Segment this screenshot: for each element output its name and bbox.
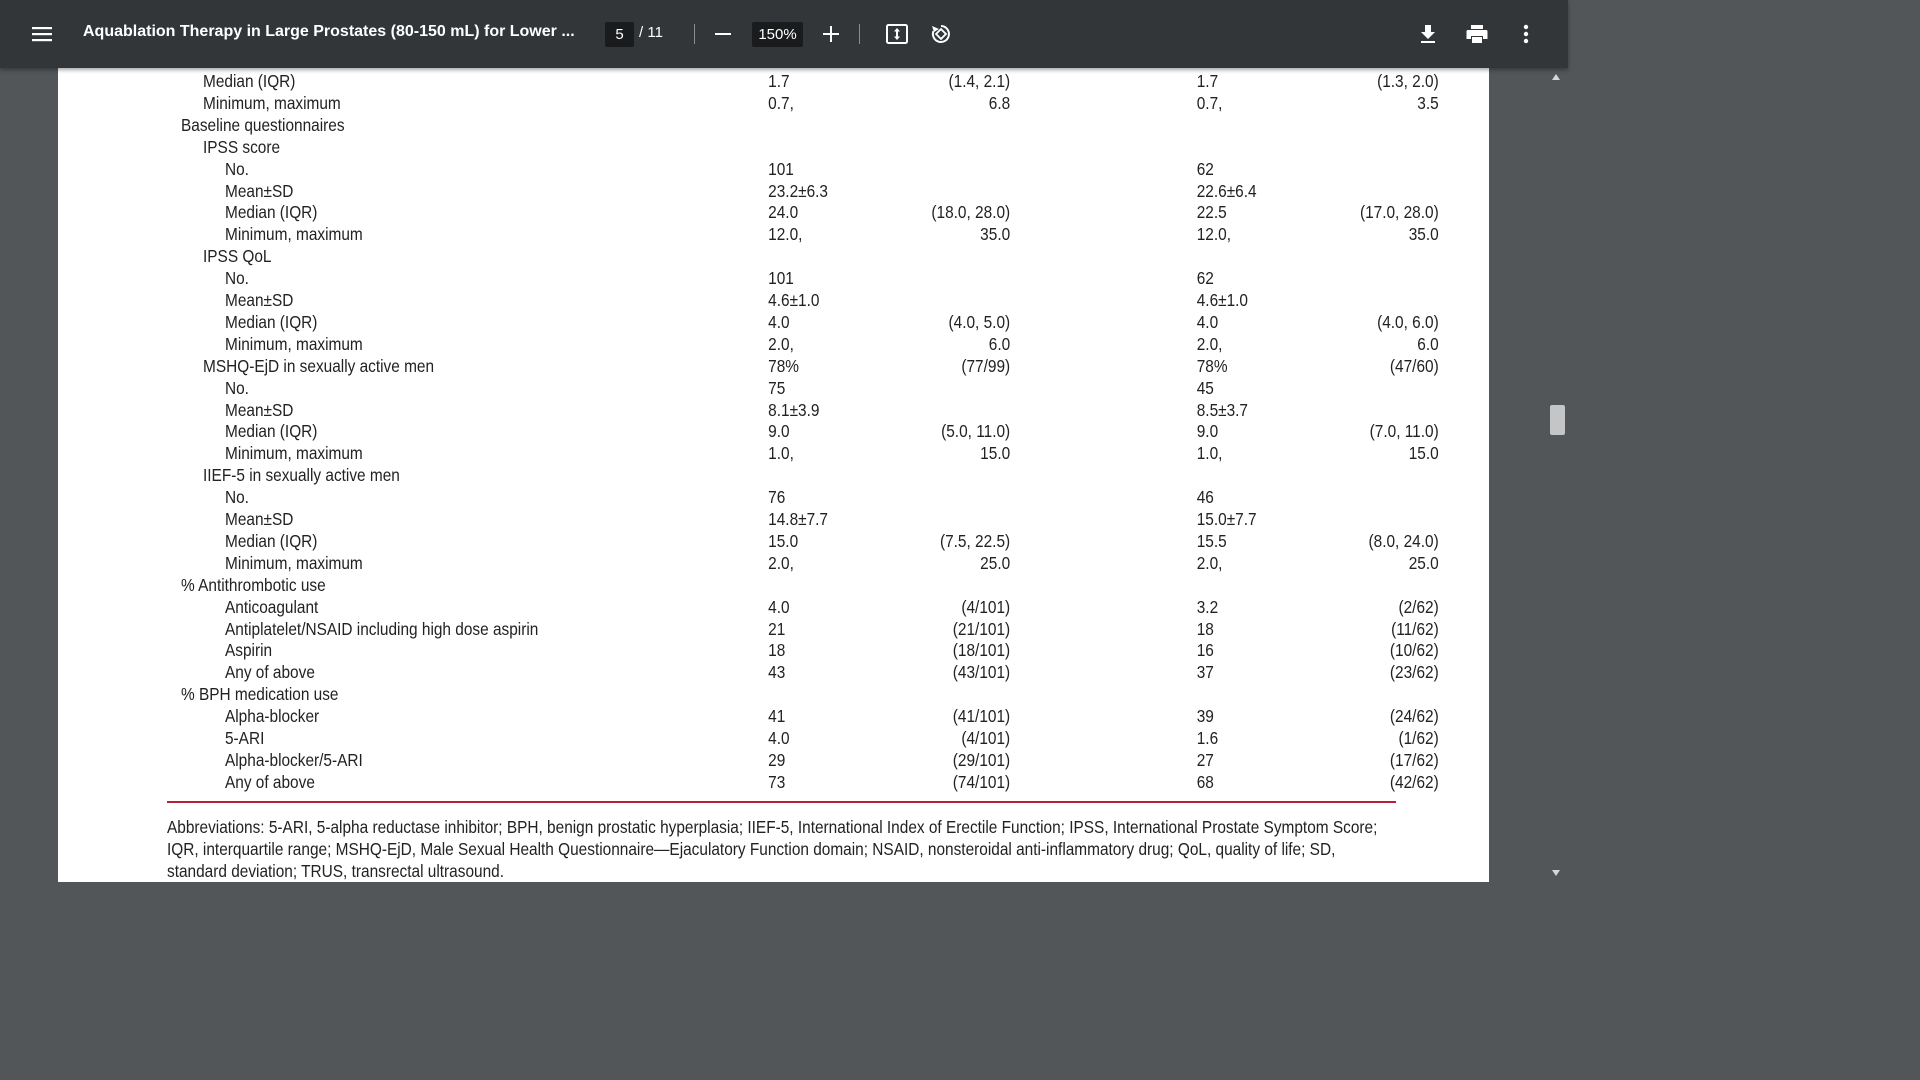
menu-icon [31, 25, 53, 43]
cell-aquablation-value: 4.0 [768, 728, 790, 748]
row-label: 5-ARI [224, 728, 265, 748]
row-label: No. [224, 487, 249, 508]
row-label: Minimum, maximum [224, 552, 363, 573]
cell-aquablation-value: 2.0, [768, 333, 794, 354]
more-vert-icon [1523, 24, 1529, 44]
row-label: Median (IQR) [224, 530, 318, 551]
cell-aquablation-value: 73 [768, 771, 786, 792]
rotate-button[interactable] [921, 0, 961, 68]
table-row [58, 399, 1489, 421]
cell-aquablation-range: (5.0, 11.0) [941, 421, 1011, 442]
cell-aquablation-range: (18.0, 28.0) [931, 202, 1011, 223]
cell-comparison-value: 78% [1196, 355, 1228, 376]
cell-comparison-value: 62 [1196, 268, 1214, 289]
cell-aquablation-value: 101 [768, 268, 794, 289]
cell-comparison-value: 18 [1196, 618, 1214, 639]
row-label: Antiplatelet/NSAID including high dose aspirin [224, 618, 539, 639]
cell-aquablation-range: (1.4, 2.1) [948, 71, 1011, 91]
cell-comparison-value: 0.7, [1196, 92, 1223, 113]
table-row [58, 530, 1489, 552]
table-row [58, 92, 1489, 114]
row-label: MSHQ-EjD in sexually active men [202, 355, 435, 376]
row-label: Minimum, maximum [224, 443, 363, 464]
page-number-input[interactable] [605, 22, 634, 47]
pdf-toolbar [0, 0, 1568, 68]
cell-aquablation-range: 35.0 [980, 224, 1011, 245]
row-label: Minimum, maximum [224, 333, 363, 354]
cell-aquablation-range: (18/101) [952, 640, 1011, 661]
table-row [58, 289, 1489, 311]
row-label: Mean±SD [224, 509, 294, 529]
table-bottom-rule [167, 801, 1396, 803]
cell-comparison-range: 15.0 [1408, 443, 1439, 464]
cell-aquablation-value: 24.0 [768, 202, 799, 223]
table-row [58, 552, 1489, 574]
row-label: Median (IQR) [224, 421, 318, 442]
cell-comparison-range: (4.0, 6.0) [1377, 311, 1439, 332]
zoom-level-input[interactable] [752, 22, 803, 47]
table-row [58, 749, 1489, 771]
cell-aquablation-value: 1.7 [768, 71, 790, 91]
table-row [58, 618, 1489, 640]
cell-comparison-value: 68 [1196, 771, 1214, 792]
row-label: Alpha-blocker [224, 706, 320, 727]
cell-aquablation-value: 4.6±1.0 [768, 290, 820, 310]
row-label: IIEF-5 in sexually active men [202, 465, 400, 486]
scroll-down-arrow-icon[interactable] [1552, 870, 1560, 876]
fit-to-page-button[interactable] [877, 0, 917, 68]
cell-aquablation-value: 12.0, [768, 224, 803, 245]
cell-comparison-range: (11/62) [1391, 618, 1439, 639]
cell-comparison-range: 6.0 [1417, 333, 1439, 354]
row-label: % BPH medication use [180, 684, 339, 705]
cell-aquablation-range: (21/101) [952, 618, 1011, 639]
cell-aquablation-value: 2.0, [768, 552, 794, 573]
table-row [58, 727, 1489, 749]
table-row [58, 70, 1489, 92]
cell-aquablation-value: 1.0, [768, 443, 794, 464]
cell-aquablation-range: 6.0 [988, 333, 1011, 354]
cell-comparison-range: (24/62) [1389, 706, 1439, 727]
page-total: / 11 [639, 24, 663, 41]
cell-aquablation-range: (4/101) [961, 596, 1011, 617]
row-label: Mean±SD [224, 180, 294, 201]
download-icon [1419, 24, 1437, 44]
table-row [58, 267, 1489, 289]
cell-aquablation-value: 4.0 [768, 596, 790, 617]
cell-comparison-value: 9.0 [1196, 421, 1219, 442]
print-icon [1466, 24, 1488, 44]
row-label: Aspirin [224, 640, 273, 661]
row-label: Mean±SD [224, 290, 294, 310]
minus-icon [714, 25, 732, 43]
cell-comparison-value: 4.0 [1196, 311, 1219, 332]
table-row [58, 114, 1489, 136]
cell-comparison-value: 12.0, [1196, 224, 1231, 245]
cell-comparison-value: 2.0, [1196, 552, 1223, 573]
cell-aquablation-value: 78% [768, 355, 799, 376]
cell-aquablation-range: (41/101) [952, 706, 1011, 727]
row-label: Median (IQR) [202, 71, 296, 91]
abbreviations-footnote: Abbreviations: 5-ARI, 5-alpha reductase inhibitor; BPH, benign prostatic hyperplasia; IIEF-5, International Index of Erectile Function; IPSS, International Prostate Symptom Score; IQR, interquartile range; MSHQ-EjD, Male Sexual Health Questionnaire—Ejaculatory Function domain; NSAID, nonsteroidal anti-inflammatory drug; QoL, quality of life; SD, standard deviation; TRUS, transrectal ultrasound. [167, 817, 1378, 881]
cell-aquablation-value: 18 [768, 640, 786, 661]
row-label: IPSS QoL [202, 246, 272, 267]
cell-aquablation-value: 9.0 [768, 421, 790, 442]
table-row [58, 377, 1489, 399]
cell-comparison-value: 1.7 [1196, 71, 1219, 91]
table-row [58, 683, 1489, 705]
table-row [58, 661, 1489, 683]
cell-comparison-value: 45 [1196, 377, 1214, 398]
cell-comparison-range: (17/62) [1389, 749, 1439, 770]
cell-comparison-range: (1/62) [1398, 728, 1439, 748]
cell-comparison-range: (47/60) [1389, 355, 1439, 376]
row-label: Median (IQR) [224, 202, 318, 223]
table-row [58, 508, 1489, 530]
row-label: Anticoagulant [224, 596, 319, 617]
table-row [58, 180, 1489, 202]
cell-aquablation-value: 4.0 [768, 311, 790, 332]
row-label: No. [224, 377, 249, 398]
row-label: Mean±SD [224, 399, 294, 420]
table-row [58, 158, 1489, 180]
row-label: Alpha-blocker/5-ARI [224, 749, 363, 770]
row-label: Median (IQR) [224, 311, 318, 332]
table-row [58, 136, 1489, 158]
row-label: Any of above [224, 771, 315, 792]
cell-aquablation-value: 41 [768, 706, 786, 727]
table-row [58, 333, 1489, 355]
cell-aquablation-value: 75 [768, 377, 786, 398]
cell-aquablation-range: (43/101) [952, 662, 1011, 683]
cell-comparison-value: 1.0, [1196, 443, 1223, 464]
cell-comparison-range: 35.0 [1408, 224, 1439, 245]
cell-aquablation-range: (77/99) [961, 355, 1011, 376]
table-row [58, 574, 1489, 596]
cell-comparison-range: (42/62) [1389, 771, 1439, 792]
cell-comparison-value: 22.6±6.4 [1196, 180, 1257, 201]
cell-aquablation-range: 6.8 [988, 92, 1011, 113]
print-button[interactable] [1457, 0, 1497, 68]
table-row [58, 311, 1489, 333]
table-row [58, 245, 1489, 267]
table-row [58, 771, 1489, 793]
cell-aquablation-range: (4/101) [961, 728, 1011, 748]
cell-comparison-value: 46 [1196, 487, 1214, 508]
row-label: Baseline questionnaires [180, 114, 345, 135]
cell-aquablation-value: 14.8±7.7 [768, 509, 828, 529]
fit-page-icon [885, 23, 909, 45]
row-label: No. [224, 158, 249, 179]
zoom-in-button[interactable] [812, 0, 850, 68]
vertical-scrollbar[interactable] [1547, 68, 1568, 882]
table-row [58, 201, 1489, 223]
cell-comparison-value: 3.2 [1196, 596, 1219, 617]
download-button[interactable] [1408, 0, 1448, 68]
row-label: % Antithrombotic use [180, 574, 326, 595]
cell-aquablation-value: 29 [768, 749, 786, 770]
cell-comparison-value: 8.5±3.7 [1196, 399, 1248, 420]
scroll-thumb[interactable] [1550, 405, 1565, 435]
cell-aquablation-value: 76 [768, 487, 786, 508]
cell-comparison-range: 3.5 [1417, 92, 1439, 113]
cell-comparison-value: 4.6±1.0 [1196, 290, 1248, 310]
row-label: Minimum, maximum [224, 224, 363, 245]
cell-comparison-value: 37 [1196, 662, 1214, 683]
cell-aquablation-range: (74/101) [952, 771, 1011, 792]
zoom-out-button[interactable] [704, 0, 742, 68]
cell-comparison-value: 22.5 [1196, 202, 1227, 223]
cell-comparison-range: (1.3, 2.0) [1377, 71, 1439, 91]
table-row [58, 223, 1489, 245]
table-row [58, 596, 1489, 618]
cell-aquablation-value: 15.0 [768, 530, 799, 551]
plus-icon [822, 25, 840, 43]
cell-comparison-range: (23/62) [1389, 662, 1439, 683]
table-row [58, 486, 1489, 508]
document-title: Aquablation Therapy in Large Prostates (80-150 mL) for Lower ... [83, 23, 575, 40]
cell-aquablation-range: (29/101) [952, 749, 1011, 770]
scroll-up-arrow-icon[interactable] [1552, 74, 1560, 80]
toolbar-divider [859, 24, 860, 44]
cell-aquablation-value: 43 [768, 662, 786, 683]
cell-comparison-value: 62 [1196, 158, 1214, 179]
cell-comparison-value: 15.5 [1196, 530, 1227, 551]
cell-comparison-value: 27 [1196, 749, 1214, 770]
more-options-button[interactable] [1506, 0, 1546, 68]
cell-comparison-range: (17.0, 28.0) [1359, 202, 1439, 223]
cell-aquablation-range: 25.0 [980, 552, 1011, 573]
row-label: Minimum, maximum [202, 92, 341, 113]
cell-aquablation-value: 8.1±3.9 [768, 399, 820, 420]
row-label: No. [224, 268, 249, 289]
cell-comparison-value: 1.6 [1196, 728, 1219, 748]
cell-aquablation-range: (4.0, 5.0) [948, 311, 1011, 332]
table-row [58, 355, 1489, 377]
cell-comparison-range: (7.0, 11.0) [1369, 421, 1439, 442]
cell-aquablation-range: (7.5, 22.5) [939, 530, 1011, 551]
cell-comparison-value: 2.0, [1196, 333, 1223, 354]
cell-aquablation-range: 15.0 [980, 443, 1011, 464]
row-label: Any of above [224, 662, 315, 683]
cell-comparison-value: 15.0±7.7 [1196, 509, 1257, 529]
cell-comparison-range: (2/62) [1398, 596, 1439, 617]
pdf-page [58, 68, 1489, 882]
table-row [58, 639, 1489, 661]
cell-aquablation-value: 23.2±6.3 [768, 180, 828, 201]
cell-aquablation-value: 0.7, [768, 92, 794, 113]
cell-aquablation-value: 21 [768, 618, 786, 639]
cell-comparison-range: (8.0, 24.0) [1368, 530, 1439, 551]
cell-comparison-range: 25.0 [1408, 552, 1439, 573]
toolbar-divider [694, 24, 695, 44]
row-label: IPSS score [202, 136, 281, 157]
rotate-icon [929, 22, 953, 46]
cell-comparison-value: 16 [1196, 640, 1214, 661]
pdf-viewer [0, 68, 1568, 882]
cell-comparison-value: 39 [1196, 706, 1214, 727]
menu-button[interactable] [20, 0, 64, 68]
table-row [58, 464, 1489, 486]
table-row [58, 420, 1489, 442]
cell-aquablation-value: 101 [768, 158, 794, 179]
table-row [58, 705, 1489, 727]
cell-comparison-range: (10/62) [1389, 640, 1439, 661]
table-row [58, 442, 1489, 464]
